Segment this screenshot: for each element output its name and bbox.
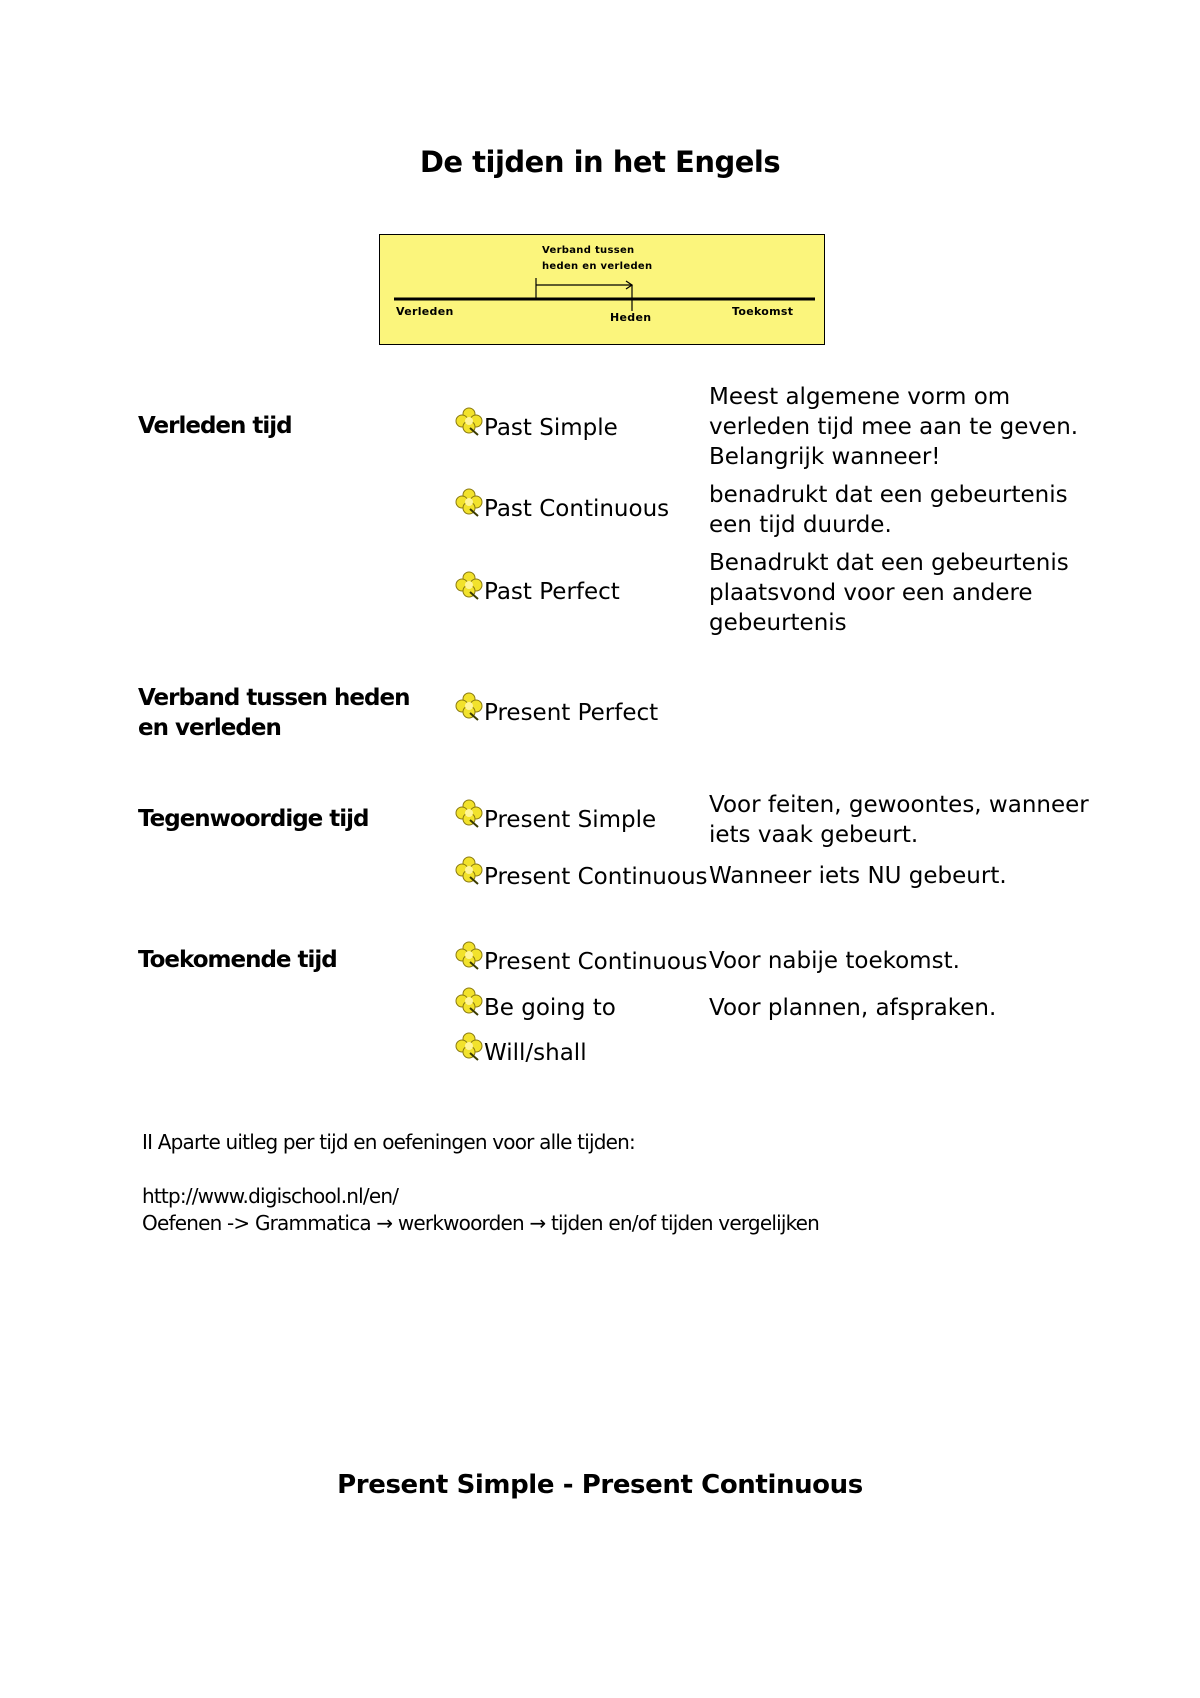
section-tegenwoordige-tijd: Tegenwoordige tijd [138, 806, 369, 832]
desc-be-going-to: Voor plannen, afspraken. [709, 995, 997, 1021]
tense-be-going-to [454, 992, 616, 1022]
timeline-label-verleden: Verleden [396, 305, 454, 318]
yellow-flower-bullet-icon [454, 487, 484, 517]
yellow-flower-bullet-icon [454, 406, 484, 436]
tense-label: Present Continuous [484, 949, 708, 975]
timeline-note-line2: heden en verleden [542, 261, 653, 272]
digischool-link[interactable]: http://www.digischool.nl/en/ [142, 1184, 399, 1208]
tense-label: Past Continuous [484, 496, 670, 522]
note-line: II Aparte uitleg per tijd en oefeningen voor alle tijden: [142, 1130, 635, 1154]
timeline-label-heden: Heden [610, 311, 652, 324]
tense-label: Present Simple [484, 807, 657, 833]
yellow-flower-bullet-icon [454, 986, 484, 1016]
desc-present-continuous: Wanneer iets NU gebeurt. [709, 863, 1007, 889]
tense-present-continuous [454, 861, 708, 891]
desc-present-simple: Voor feiten, gewoontes, wanneer iets vaak gebeurt. [709, 792, 1089, 848]
page-title: De tijden in het Engels [419, 145, 781, 179]
tense-label: Past Simple [484, 415, 618, 441]
timeline-note-line1: Verband tussen [542, 245, 635, 256]
tense-past-perfect [454, 576, 620, 606]
section-verband-heden-verleden: Verband tussen heden en verleden [138, 685, 410, 741]
tense-label: Present Perfect [484, 700, 659, 726]
yellow-flower-bullet-icon [454, 570, 484, 600]
yellow-flower-bullet-icon [454, 798, 484, 828]
desc-past-simple: Meest algemene vorm om verleden tijd mee aan te geven. Belangrijk wanneer! [709, 384, 1079, 470]
timeline-figure [379, 234, 825, 345]
tense-label: Present Continuous [484, 864, 708, 890]
section-title-present-simple-continuous: Present Simple - Present Continuous [337, 1470, 863, 1500]
tense-present-simple [454, 804, 656, 834]
timeline-label-toekomst: Toekomst [732, 305, 794, 318]
tense-label: Be going to [484, 995, 616, 1021]
yellow-flower-bullet-icon [454, 940, 484, 970]
tense-will-shall [454, 1037, 587, 1067]
tense-future-present-continuous [454, 946, 708, 976]
desc-past-perfect: Benadrukt dat een gebeurtenis plaatsvond voor een andere gebeurtenis [709, 550, 1069, 636]
section-verleden-tijd: Verleden tijd [138, 413, 292, 439]
section-toekomende-tijd: Toekomende tijd [138, 947, 337, 973]
yellow-flower-bullet-icon [454, 691, 484, 721]
tense-past-continuous [454, 493, 669, 523]
desc-past-continuous: benadrukt dat een gebeurtenis een tijd duurde. [709, 482, 1068, 538]
tense-label: Will/shall [484, 1040, 587, 1066]
tense-past-simple [454, 412, 618, 442]
tense-present-perfect [454, 697, 658, 727]
note-path: Oefenen -> Grammatica → werkwoorden → tijden en/of tijden vergelijken [142, 1211, 820, 1235]
yellow-flower-bullet-icon [454, 855, 484, 885]
yellow-flower-bullet-icon [454, 1031, 484, 1061]
tense-label: Past Perfect [484, 579, 620, 605]
desc-future-present-continuous: Voor nabije toekomst. [709, 948, 960, 974]
